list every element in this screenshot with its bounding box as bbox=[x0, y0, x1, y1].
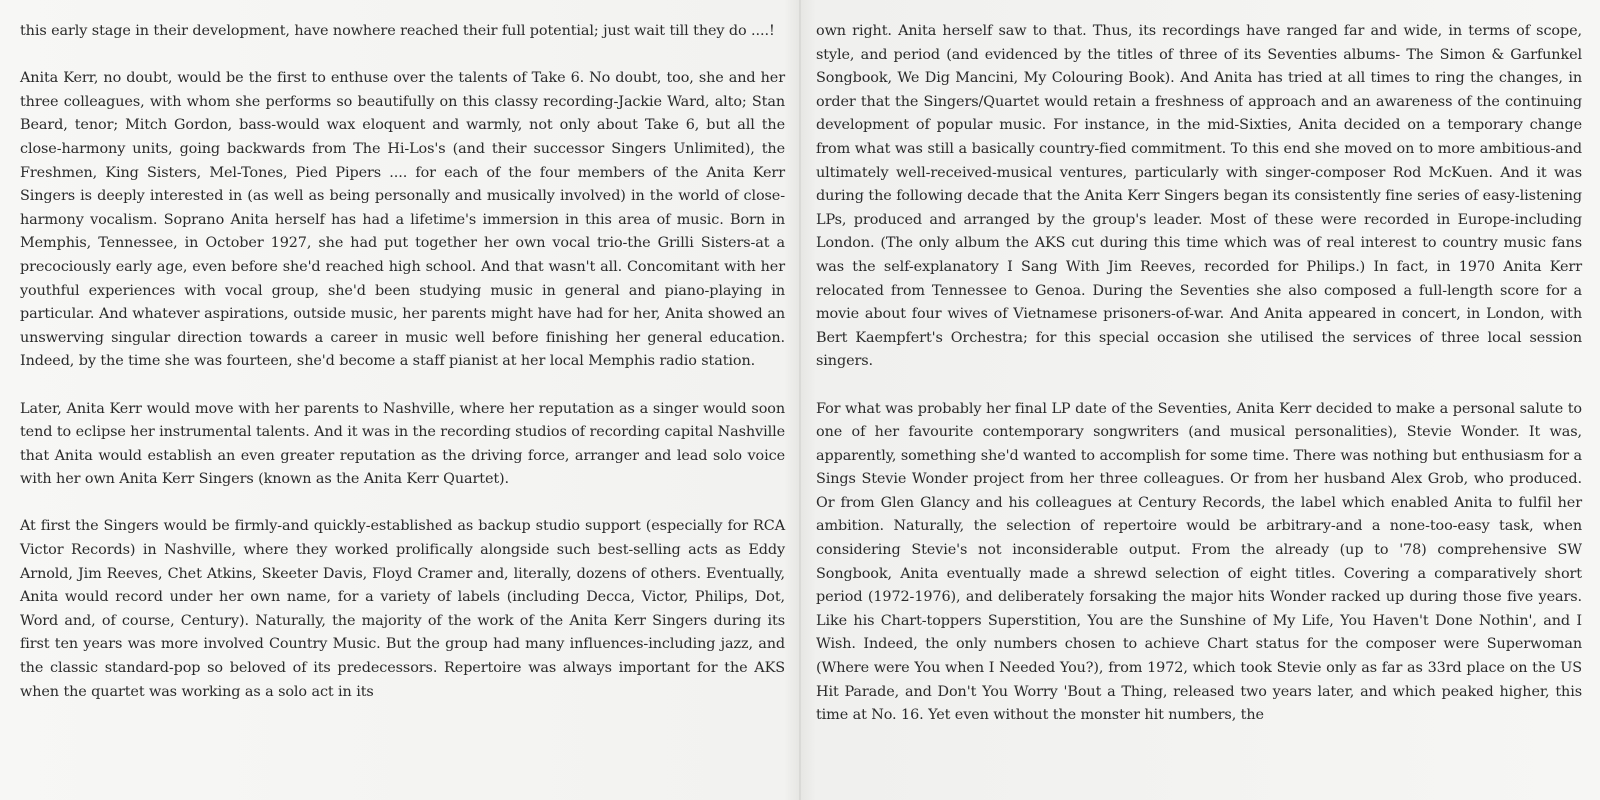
right-page bbox=[800, 0, 1600, 800]
left-paragraph-4: At first the Singers would be firmly-and quickly-established as backup studio support (especially for RCA Victor Records) in Nashville, where they worked prolifically alongside such best-selling acts as Eddy Arnold, Jim Reeves, Chet Atkins, Skeeter Davis, Floyd Cramer and, literally, dozens of others. Eventually, Anita would record under her own name, for a variety of labels (including Decca, Victor, Philips, Dot, Word and, of course, Century). Naturally, the majority of the work of the Anita Kerr Singers during its first ten years was more involved Country Music. But the group had many influences-including jazz, and the classic standard-pop so beloved of its predecessors. Repertoire was always important for the AKS when the quartet was working as a solo act in its bbox=[20, 518, 785, 700]
left-paragraph-1: this early stage in their development, have nowhere reached their full potential; just wait till they do ....! bbox=[20, 23, 775, 39]
page-fold-divider bbox=[799, 0, 801, 800]
right-paragraph-2: For what was probably her final LP date of the Seventies, Anita Kerr decided to make a personal salute to one of her favourite contemporary songwriters (and musical personalities), Stevie Wonder. It was, apparently, something she'd wanted to accomplish for some time. There was nothing but enthusiasm for a Sings Stevie Wonder project from her three colleagues. Or from her husband Alex Grob, who produced. Or from Glen Glancy and his colleagues at Century Records, the label which enabled Anita to fulfil her ambition. Naturally, the selection of repertoire would be arbitrary-and a none-too-easy task, when considering Stevie's not inconsiderable output. From the already (up to '78) comprehensive SW Songbook, Anita eventually made a shrewd selection of eight titles. Covering a comparatively short period (1972-1976), and deliberately forsaking the major hits Wonder racked up during those five years. Like his Chart-toppers Superstition, You are the Sunshine of My Life, You Haven't Done Nothin', and I Wish. Indeed, the only numbers chosen to achieve Chart status for the composer were Superwoman (Where were You when I Needed You?), from 1972, which took Stevie only as far as 33rd place on the US Hit Parade, and Don't You Worry 'Bout a Thing, released two years later, and which peaked higher, this time at No. 16. Yet even without the monster hit numbers, the bbox=[816, 400, 1582, 724]
right-paragraph-1: own right. Anita herself saw to that. Thus, its recordings have ranged far and wide, in terms of scope, style, and period (and evidenced by the titles of three of its Seventies albums- The Simon & Garfunkel Songbook, We Dig Mancini, My Colouring Book). And Anita has tried at all times to ring the changes, in order that the Singers/Quartet would retain a freshness of approach and an awareness of the continuing development of popular music. For instance, in the mid-Sixties, Anita decided on a temporary change from what was still a basically country-fied commitment. To this end she moved on to more ambitious-and ultimately well-received-musical ventures, particularly with singer-composer Rod McKuen. And it was during the following decade that the Anita Kerr Singers began its consistently fine series of easy-listening LPs, produced and arranged by the group's leader. Most of these were recorded in Europe-including London. (The only album the AKS cut during this time which was of real interest to country music fans was the self-explanatory I Sang With Jim Reeves, recorded for Philips.) In fact, in 1970 Anita Kerr relocated from Tennessee to Genoa. During the Seventies she also composed a full-length score for a movie about four wives of Vietnamese prisoners-of-war. And Anita appeared in concert, in London, with Bert Kaempfert's Orchestra; for this special occasion she utilised the services of three local session singers. bbox=[816, 23, 1582, 370]
left-paragraph-3: Later, Anita Kerr would move with her parents to Nashville, where her reputation as a singer would soon tend to eclipse her instrumental talents. And it was in the recording studios of recording capital Nashville that Anita would establish an even greater reputation as the driving force, arranger and lead solo voice with her own Anita Kerr Singers (known as the Anita Kerr Quartet). bbox=[20, 400, 785, 488]
left-paragraph-2: Anita Kerr, no doubt, would be the first to enthuse over the talents of Take 6. No doubt, too, she and her three colleagues, with whom she performs so beautifully on this classy recording-Jackie Ward, alto; Stan Beard, tenor; Mitch Gordon, bass-would wax eloquent and warmly, not only about Take 6, but all the close-harmony units, going backwards from The Hi-Los's (and their successor Singers Unlimited), the Freshmen, King Sisters, Mel-Tones, Pied Pipers .... for each of the four members of the Anita Kerr Singers is deeply interested in (as well as being personally and musically involved) in the world of close-harmony vocalism. Soprano Anita herself has had a lifetime's immersion in this area of music. Born in Memphis, Tennessee, in October 1927, she had put together her own vocal trio-the Grilli Sisters-at a precociously early age, even before she'd reached high school. And that wasn't all. Concomitant with her youthful experiences with vocal group, she'd been studying music in general and piano-playing in particular. And whatever aspirations, outside music, her parents might have had for her, Anita showed an unswerving singular direction towards a career in music well before finishing her general education. Indeed, by the time she was fourteen, she'd become a staff pianist at her local Memphis radio station. bbox=[20, 70, 785, 370]
